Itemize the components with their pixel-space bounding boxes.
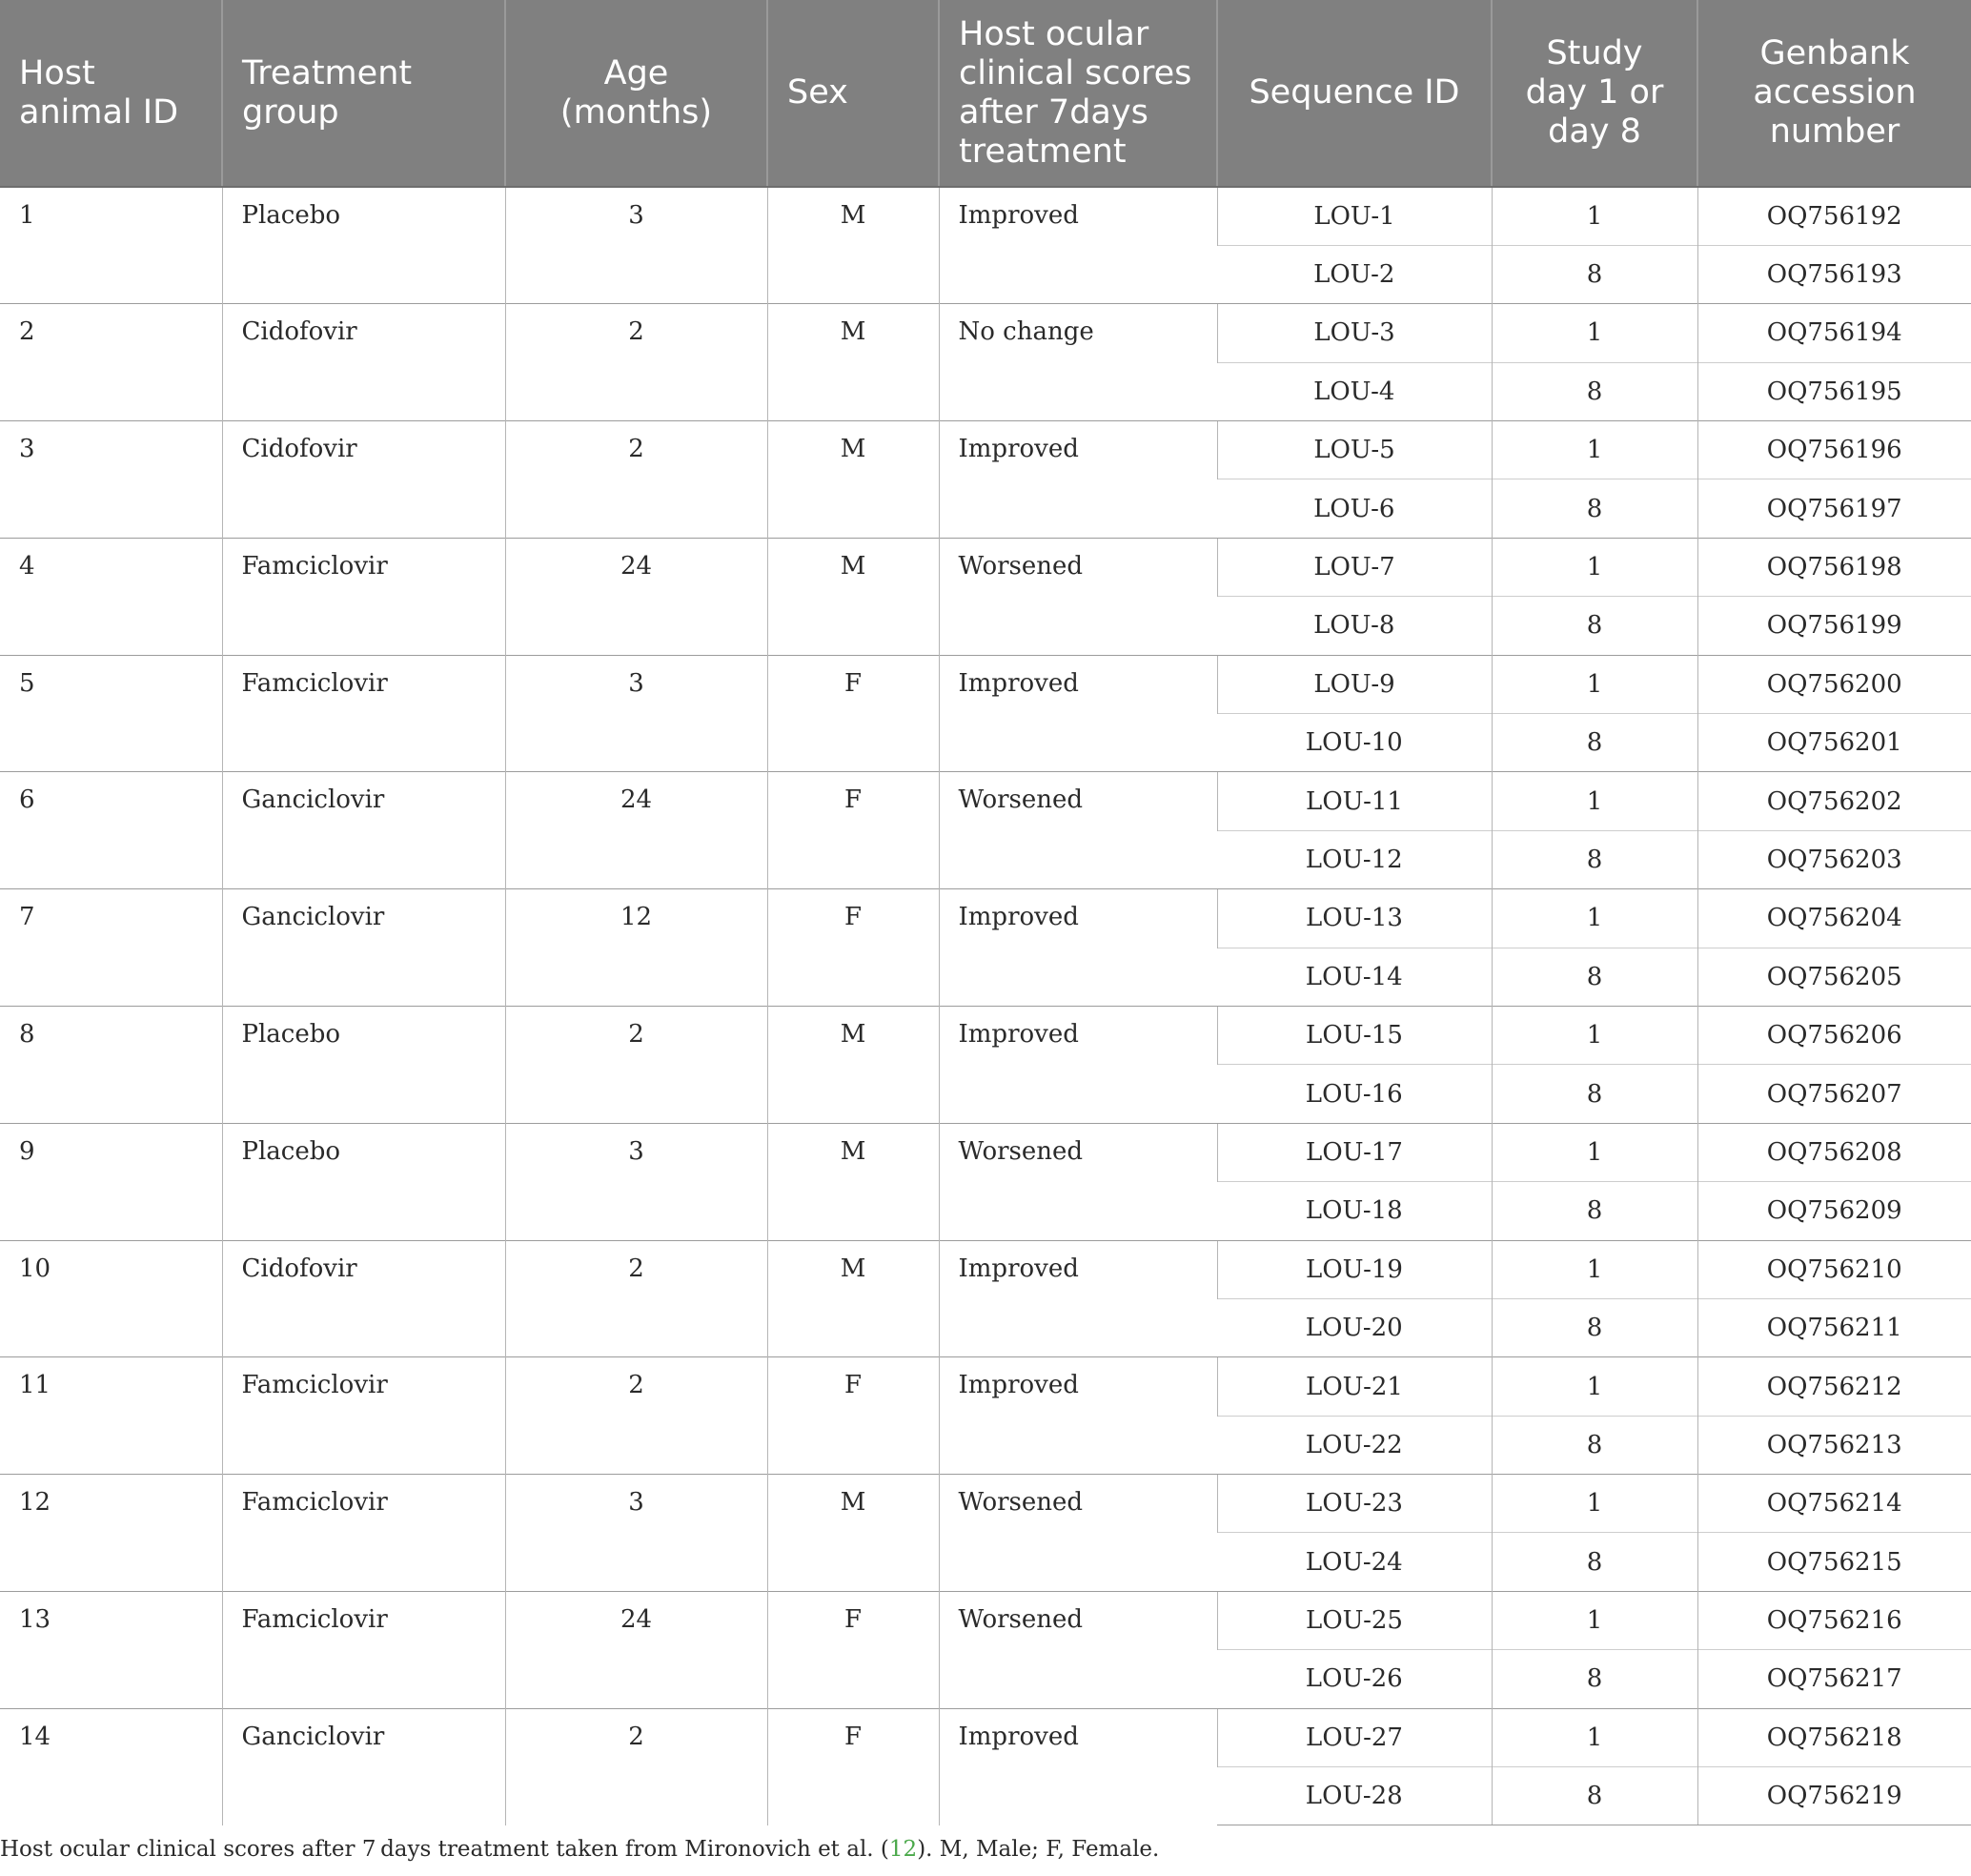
header-genbank-accession: Genbank accession number bbox=[1697, 0, 1971, 187]
cell-sequence-id: LOU-10 bbox=[1217, 714, 1492, 772]
table-row bbox=[0, 1123, 1971, 1181]
cell-treatment-group: Famciclovir bbox=[222, 1591, 505, 1708]
header-sex: Sex bbox=[767, 0, 939, 187]
cell-sex: M bbox=[767, 538, 939, 655]
cell-sex: F bbox=[767, 655, 939, 772]
cell-sequence-id: LOU-4 bbox=[1217, 362, 1492, 420]
cell-host-animal-id: 7 bbox=[0, 889, 222, 1007]
cell-sex: M bbox=[767, 304, 939, 421]
cell-genbank-accession: OQ756194 bbox=[1697, 304, 1971, 362]
cell-age: 2 bbox=[505, 1357, 767, 1475]
cell-study-day: 1 bbox=[1492, 421, 1697, 479]
cell-sequence-id: LOU-17 bbox=[1217, 1123, 1492, 1181]
cell-host-animal-id: 4 bbox=[0, 538, 222, 655]
cell-sequence-id: LOU-20 bbox=[1217, 1298, 1492, 1356]
cell-treatment-group: Ganciclovir bbox=[222, 889, 505, 1007]
cell-ocular-score: Worsened bbox=[939, 538, 1217, 655]
cell-sequence-id: LOU-6 bbox=[1217, 479, 1492, 538]
cell-genbank-accession: OQ756198 bbox=[1697, 538, 1971, 596]
table-row bbox=[0, 1591, 1971, 1649]
table-row bbox=[0, 1240, 1971, 1298]
cell-sequence-id: LOU-2 bbox=[1217, 245, 1492, 303]
cell-sequence-id: LOU-18 bbox=[1217, 1182, 1492, 1240]
table-row bbox=[0, 1006, 1971, 1064]
cell-sequence-id: LOU-19 bbox=[1217, 1240, 1492, 1298]
cell-genbank-accession: OQ756206 bbox=[1697, 1006, 1971, 1064]
cell-genbank-accession: OQ756216 bbox=[1697, 1591, 1971, 1649]
table-row bbox=[0, 1708, 1971, 1766]
cell-sequence-id: LOU-5 bbox=[1217, 421, 1492, 479]
cell-age: 2 bbox=[505, 304, 767, 421]
header-study-day: Study day 1 or day 8 bbox=[1492, 0, 1697, 187]
cell-genbank-accession: OQ756212 bbox=[1697, 1357, 1971, 1416]
cell-age: 3 bbox=[505, 1475, 767, 1592]
table-row bbox=[0, 187, 1971, 245]
table-header bbox=[0, 0, 1971, 187]
cell-sex: M bbox=[767, 1240, 939, 1357]
cell-sex: F bbox=[767, 1357, 939, 1475]
cell-study-day: 1 bbox=[1492, 889, 1697, 948]
header-host-animal-id: Host animal ID bbox=[0, 0, 222, 187]
cell-ocular-score: Improved bbox=[939, 655, 1217, 772]
header-ocular-scores: Host ocular clinical scores after 7days treatment bbox=[939, 0, 1217, 187]
cell-sex: M bbox=[767, 187, 939, 304]
cell-genbank-accession: OQ756207 bbox=[1697, 1065, 1971, 1123]
cell-ocular-score: Worsened bbox=[939, 772, 1217, 889]
cell-sequence-id: LOU-3 bbox=[1217, 304, 1492, 362]
cell-study-day: 8 bbox=[1492, 479, 1697, 538]
cell-study-day: 1 bbox=[1492, 1357, 1697, 1416]
cell-treatment-group: Famciclovir bbox=[222, 1475, 505, 1592]
cell-genbank-accession: OQ756193 bbox=[1697, 245, 1971, 303]
cell-host-animal-id: 5 bbox=[0, 655, 222, 772]
header-sequence-id: Sequence ID bbox=[1217, 0, 1492, 187]
table-row bbox=[0, 304, 1971, 362]
table-row bbox=[0, 889, 1971, 948]
cell-age: 2 bbox=[505, 421, 767, 539]
cell-study-day: 1 bbox=[1492, 655, 1697, 713]
cell-treatment-group: Placebo bbox=[222, 1006, 505, 1123]
cell-sequence-id: LOU-16 bbox=[1217, 1065, 1492, 1123]
cell-age: 3 bbox=[505, 187, 767, 304]
cell-age: 24 bbox=[505, 538, 767, 655]
cell-study-day: 8 bbox=[1492, 1065, 1697, 1123]
cell-sex: F bbox=[767, 1591, 939, 1708]
cell-age: 24 bbox=[505, 772, 767, 889]
table-row bbox=[0, 772, 1971, 830]
cell-genbank-accession: OQ756217 bbox=[1697, 1650, 1971, 1708]
header-age: Age (months) bbox=[505, 0, 767, 187]
cell-genbank-accession: OQ756210 bbox=[1697, 1240, 1971, 1298]
cell-genbank-accession: OQ756199 bbox=[1697, 597, 1971, 655]
cell-age: 2 bbox=[505, 1006, 767, 1123]
cell-sex: F bbox=[767, 889, 939, 1007]
cell-study-day: 8 bbox=[1492, 948, 1697, 1006]
cell-genbank-accession: OQ756195 bbox=[1697, 362, 1971, 420]
cell-host-animal-id: 13 bbox=[0, 1591, 222, 1708]
table-row bbox=[0, 1357, 1971, 1416]
table-row bbox=[0, 538, 1971, 596]
cell-sex: M bbox=[767, 1006, 939, 1123]
cell-ocular-score: Worsened bbox=[939, 1475, 1217, 1592]
cell-study-day: 1 bbox=[1492, 187, 1697, 245]
cell-treatment-group: Ganciclovir bbox=[222, 1708, 505, 1825]
cell-study-day: 1 bbox=[1492, 1240, 1697, 1298]
table-row bbox=[0, 655, 1971, 713]
table-row bbox=[0, 1475, 1971, 1533]
cell-ocular-score: Improved bbox=[939, 1240, 1217, 1357]
cell-study-day: 1 bbox=[1492, 1591, 1697, 1649]
cell-study-day: 8 bbox=[1492, 1767, 1697, 1825]
cell-host-animal-id: 8 bbox=[0, 1006, 222, 1123]
cell-study-day: 1 bbox=[1492, 1708, 1697, 1766]
cell-age: 3 bbox=[505, 655, 767, 772]
cell-host-animal-id: 12 bbox=[0, 1475, 222, 1592]
cell-genbank-accession: OQ756218 bbox=[1697, 1708, 1971, 1766]
cell-genbank-accession: OQ756197 bbox=[1697, 479, 1971, 538]
cell-host-animal-id: 14 bbox=[0, 1708, 222, 1825]
table-footnote bbox=[0, 1837, 1159, 1862]
cell-host-animal-id: 2 bbox=[0, 304, 222, 421]
cell-study-day: 8 bbox=[1492, 597, 1697, 655]
cell-genbank-accession: OQ756219 bbox=[1697, 1767, 1971, 1825]
cell-treatment-group: Placebo bbox=[222, 187, 505, 304]
cell-sequence-id: LOU-12 bbox=[1217, 830, 1492, 888]
cell-study-day: 8 bbox=[1492, 714, 1697, 772]
cell-genbank-accession: OQ756200 bbox=[1697, 655, 1971, 713]
cell-ocular-score: No change bbox=[939, 304, 1217, 421]
cell-genbank-accession: OQ756209 bbox=[1697, 1182, 1971, 1240]
cell-ocular-score: Improved bbox=[939, 187, 1217, 304]
cell-sequence-id: LOU-13 bbox=[1217, 889, 1492, 948]
cell-ocular-score: Improved bbox=[939, 421, 1217, 539]
cell-sex: M bbox=[767, 1475, 939, 1592]
cell-genbank-accession: OQ756205 bbox=[1697, 948, 1971, 1006]
cell-sex: F bbox=[767, 772, 939, 889]
cell-study-day: 8 bbox=[1492, 362, 1697, 420]
cell-sequence-id: LOU-11 bbox=[1217, 772, 1492, 830]
cell-study-day: 8 bbox=[1492, 245, 1697, 303]
cell-ocular-score: Worsened bbox=[939, 1591, 1217, 1708]
cell-sequence-id: LOU-27 bbox=[1217, 1708, 1492, 1766]
cell-genbank-accession: OQ756214 bbox=[1697, 1475, 1971, 1533]
cell-study-day: 8 bbox=[1492, 1650, 1697, 1708]
cell-ocular-score: Worsened bbox=[939, 1123, 1217, 1240]
cell-study-day: 8 bbox=[1492, 1298, 1697, 1356]
footnote-text: Host ocular clinical scores after 7 days treatment taken from Mironovich et al. ( bbox=[0, 1837, 889, 1862]
cell-genbank-accession: OQ756215 bbox=[1697, 1533, 1971, 1591]
cell-sequence-id: LOU-26 bbox=[1217, 1650, 1492, 1708]
cell-treatment-group: Famciclovir bbox=[222, 538, 505, 655]
cell-genbank-accession: OQ756201 bbox=[1697, 714, 1971, 772]
citation-link[interactable]: 12 bbox=[888, 1837, 918, 1862]
cell-sequence-id: LOU-23 bbox=[1217, 1475, 1492, 1533]
cell-sequence-id: LOU-14 bbox=[1217, 948, 1492, 1006]
cell-treatment-group: Famciclovir bbox=[222, 1357, 505, 1475]
cell-sequence-id: LOU-9 bbox=[1217, 655, 1492, 713]
cell-treatment-group: Placebo bbox=[222, 1123, 505, 1240]
cell-treatment-group: Cidofovir bbox=[222, 1240, 505, 1357]
cell-sequence-id: LOU-24 bbox=[1217, 1533, 1492, 1591]
cell-treatment-group: Cidofovir bbox=[222, 421, 505, 539]
header-row bbox=[0, 0, 1971, 187]
cell-genbank-accession: OQ756196 bbox=[1697, 421, 1971, 479]
cell-genbank-accession: OQ756202 bbox=[1697, 772, 1971, 830]
cell-study-day: 1 bbox=[1492, 772, 1697, 830]
cell-study-day: 8 bbox=[1492, 1416, 1697, 1474]
cell-host-animal-id: 10 bbox=[0, 1240, 222, 1357]
cell-age: 12 bbox=[505, 889, 767, 1007]
cell-genbank-accession: OQ756208 bbox=[1697, 1123, 1971, 1181]
cell-ocular-score: Improved bbox=[939, 1357, 1217, 1475]
cell-host-animal-id: 9 bbox=[0, 1123, 222, 1240]
footnote-text-end: ). M, Male; F, Female. bbox=[917, 1837, 1160, 1862]
cell-genbank-accession: OQ756213 bbox=[1697, 1416, 1971, 1474]
cell-genbank-accession: OQ756204 bbox=[1697, 889, 1971, 948]
cell-genbank-accession: OQ756203 bbox=[1697, 830, 1971, 888]
cell-sex: F bbox=[767, 1708, 939, 1825]
cell-age: 2 bbox=[505, 1708, 767, 1825]
cell-ocular-score: Improved bbox=[939, 1708, 1217, 1825]
cell-treatment-group: Cidofovir bbox=[222, 304, 505, 421]
cell-age: 2 bbox=[505, 1240, 767, 1357]
cell-genbank-accession: OQ756211 bbox=[1697, 1298, 1971, 1356]
cell-sequence-id: LOU-25 bbox=[1217, 1591, 1492, 1649]
cell-age: 3 bbox=[505, 1123, 767, 1240]
cell-treatment-group: Ganciclovir bbox=[222, 772, 505, 889]
cell-study-day: 1 bbox=[1492, 1123, 1697, 1181]
cell-treatment-group: Famciclovir bbox=[222, 655, 505, 772]
cell-host-animal-id: 6 bbox=[0, 772, 222, 889]
cell-study-day: 1 bbox=[1492, 1006, 1697, 1064]
cell-sex: M bbox=[767, 421, 939, 539]
cell-sequence-id: LOU-8 bbox=[1217, 597, 1492, 655]
header-treatment-group: Treatment group bbox=[222, 0, 505, 187]
cell-sequence-id: LOU-7 bbox=[1217, 538, 1492, 596]
cell-ocular-score: Improved bbox=[939, 889, 1217, 1007]
cell-genbank-accession: OQ756192 bbox=[1697, 187, 1971, 245]
table-body bbox=[0, 187, 1971, 1825]
cell-host-animal-id: 11 bbox=[0, 1357, 222, 1475]
table-row bbox=[0, 421, 1971, 479]
cell-sequence-id: LOU-15 bbox=[1217, 1006, 1492, 1064]
cell-host-animal-id: 1 bbox=[0, 187, 222, 304]
cell-study-day: 8 bbox=[1492, 830, 1697, 888]
cell-sequence-id: LOU-1 bbox=[1217, 187, 1492, 245]
cell-study-day: 1 bbox=[1492, 538, 1697, 596]
cell-study-day: 8 bbox=[1492, 1533, 1697, 1591]
cell-sequence-id: LOU-22 bbox=[1217, 1416, 1492, 1474]
cell-sex: M bbox=[767, 1123, 939, 1240]
cell-ocular-score: Improved bbox=[939, 1006, 1217, 1123]
cell-host-animal-id: 3 bbox=[0, 421, 222, 539]
cell-sequence-id: LOU-28 bbox=[1217, 1767, 1492, 1825]
cell-age: 24 bbox=[505, 1591, 767, 1708]
cell-study-day: 1 bbox=[1492, 304, 1697, 362]
cell-sequence-id: LOU-21 bbox=[1217, 1357, 1492, 1416]
cell-study-day: 8 bbox=[1492, 1182, 1697, 1240]
cell-study-day: 1 bbox=[1492, 1475, 1697, 1533]
